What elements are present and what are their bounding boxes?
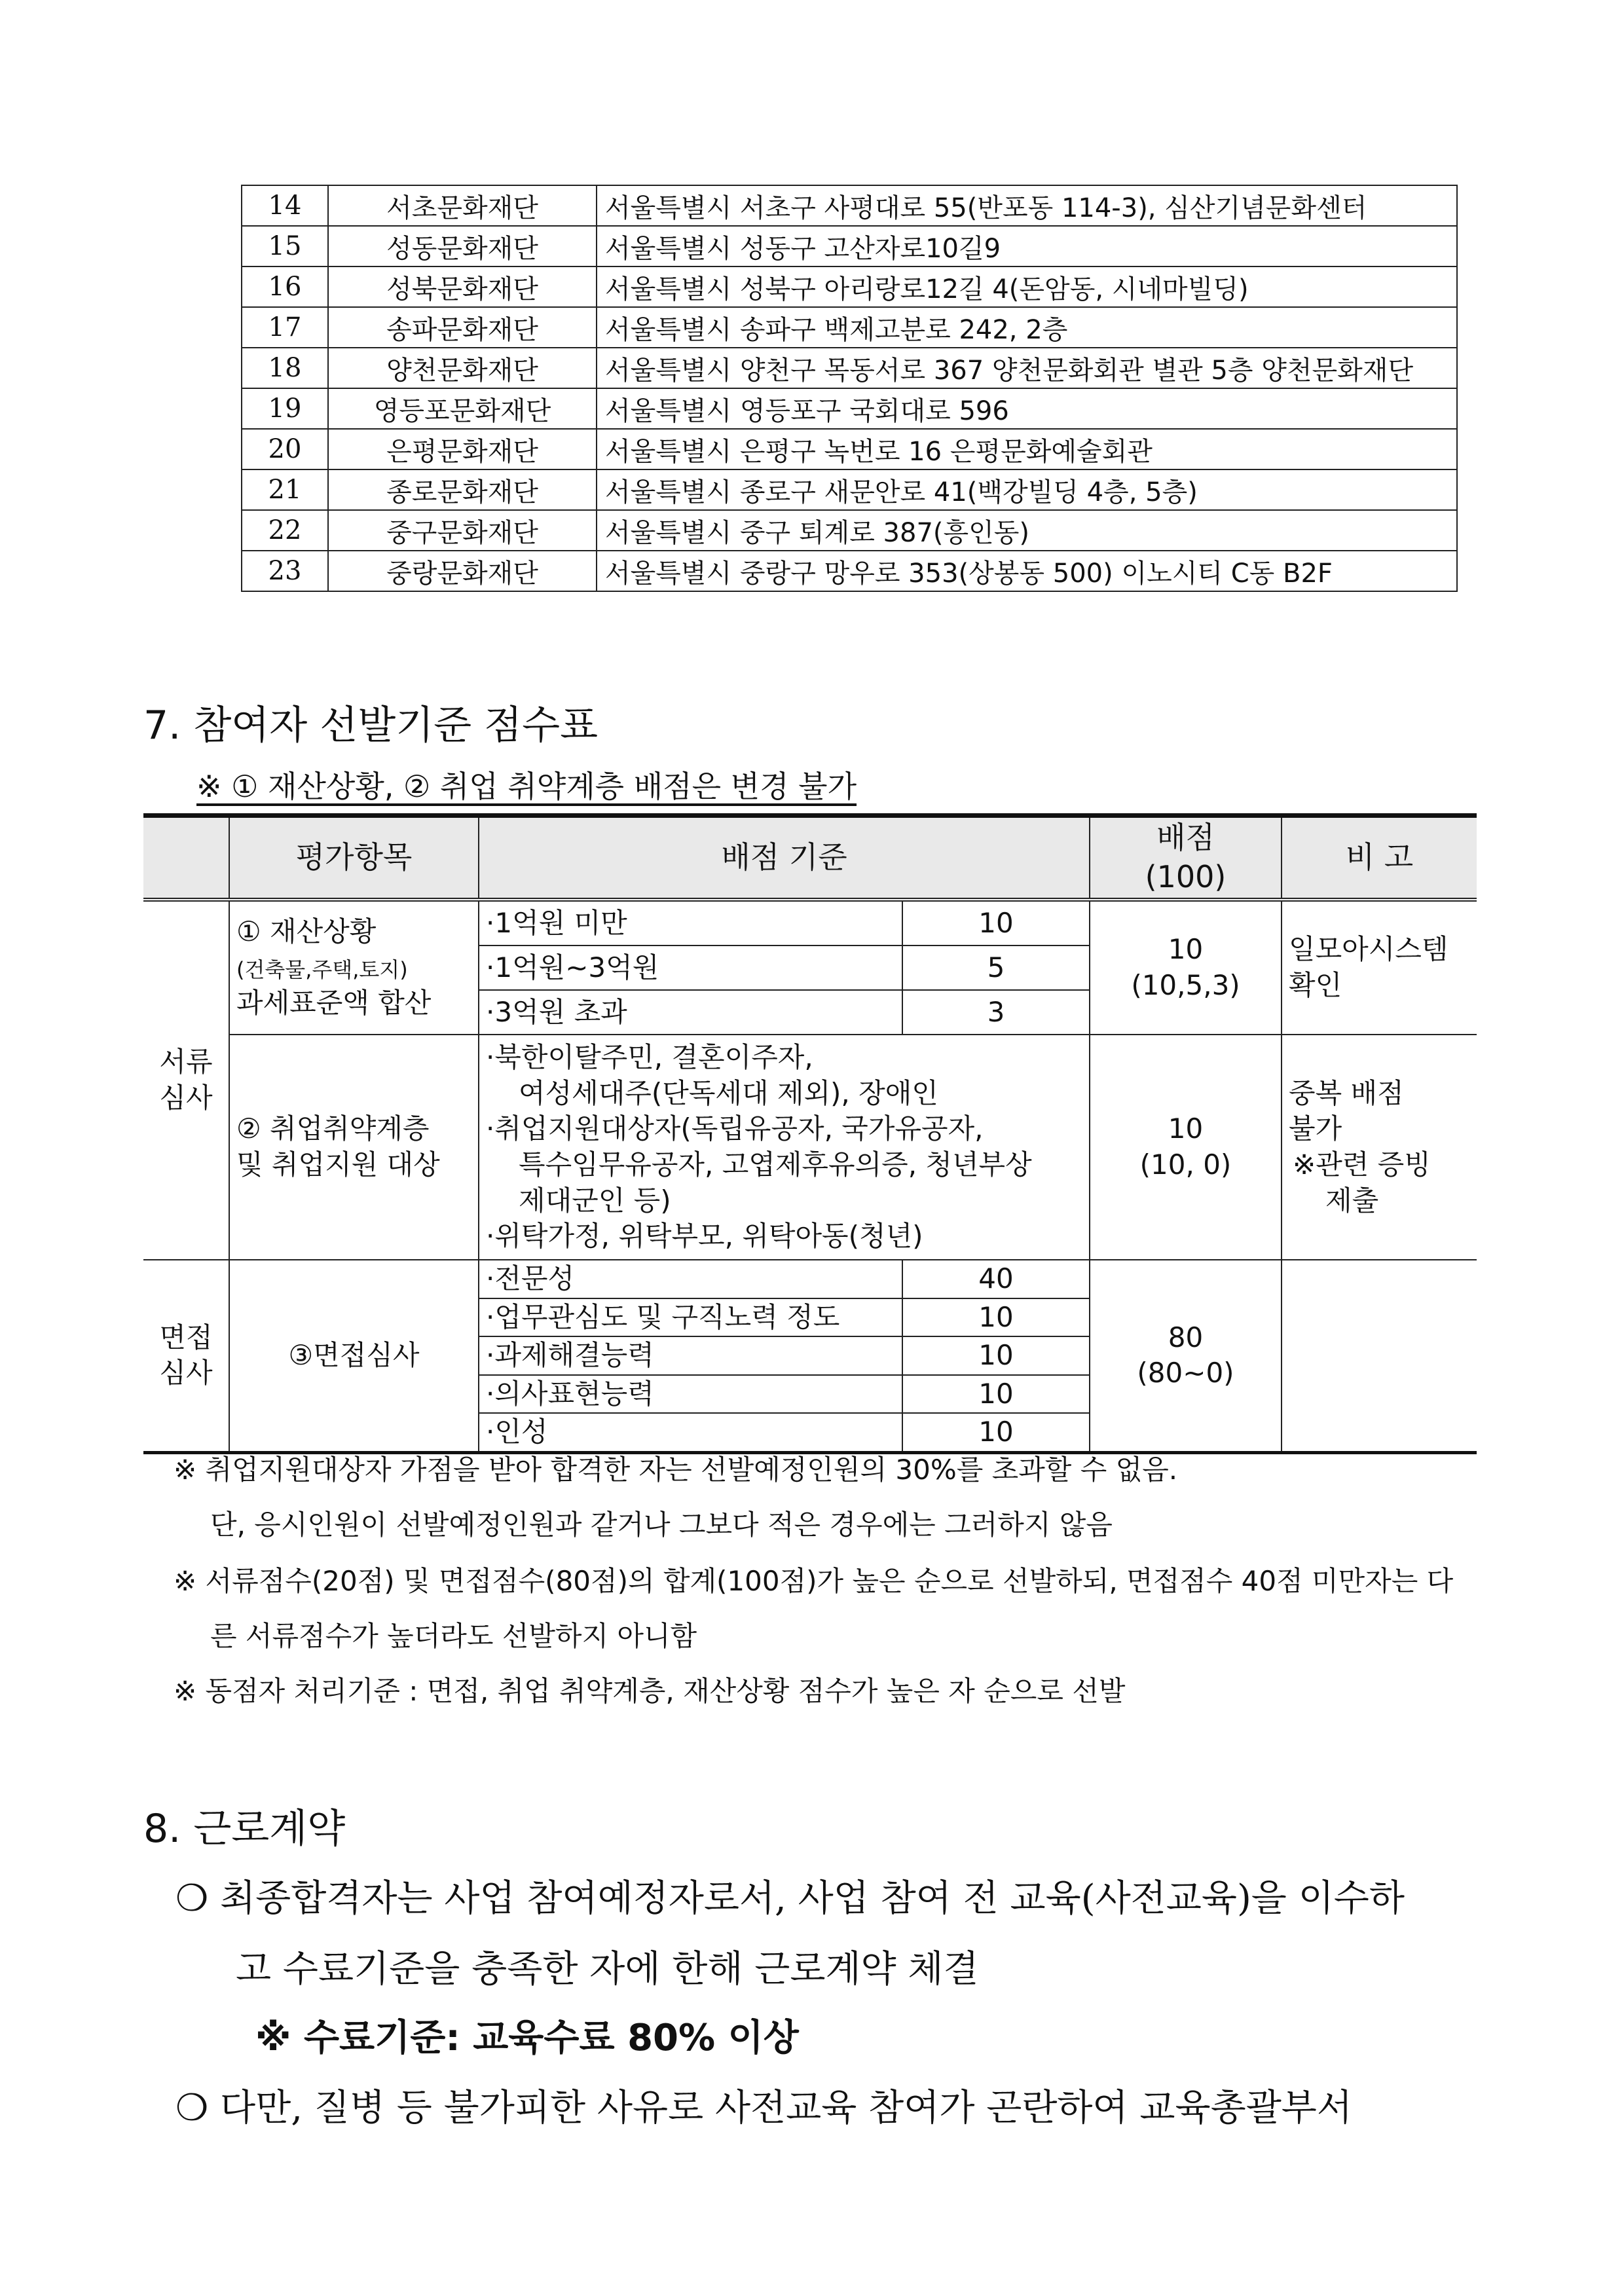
foundation-name: 송파문화재단 (328, 307, 597, 348)
table-row (242, 307, 1457, 348)
foundation-name: 중랑문화재단 (328, 551, 597, 591)
vulnerable-remark: 중복 배점 불가 ※관련 증빙 제출 (1282, 1035, 1477, 1260)
foundation-name: 양천문화재단 (328, 348, 597, 388)
note-line: ※ 취업지원대상자 가점을 받아 합격한 자는 선발예정인원의 30%를 초과할 수 없음. (174, 1454, 1178, 1486)
foundation-name: 중구문화재단 (328, 510, 597, 551)
interview-item: ③면접심사 (229, 1260, 479, 1452)
table-row (242, 226, 1457, 266)
table-row (242, 551, 1457, 591)
table-row (242, 510, 1457, 551)
row-number: 18 (242, 348, 328, 388)
vulnerable-total: 10 (10, 0) (1090, 1035, 1282, 1260)
foundation-address-table (241, 185, 1458, 592)
section-8-title: 8. 근로계약 (143, 1806, 346, 1852)
doc-review-label: 서류 심사 (143, 900, 229, 1260)
header-score: 배점 (100) (1090, 816, 1282, 900)
foundation-name: 은평문화재단 (328, 429, 597, 469)
interview-remark (1282, 1260, 1477, 1452)
row-number: 22 (242, 510, 328, 551)
criteria-score: 10 (902, 1413, 1090, 1452)
criteria-text: ·의사표현능력 (479, 1375, 902, 1414)
vulnerable-item: ② 취업취약계층 및 취업지원 대상 (229, 1035, 479, 1260)
foundation-address: 서울특별시 서초구 사평대로 55(반포동 114-3), 심산기념문화센터 (597, 185, 1457, 226)
section-7-note: ※ ① 재산상황, ② 취업 취약계층 배점은 변경 불가 (196, 769, 857, 804)
foundation-address: 서울특별시 영등포구 국회대로 596 (597, 388, 1457, 429)
bullet-line: 고 수료기준을 충족한 자에 한해 근로계약 체결 (236, 1948, 979, 1991)
table-row (242, 185, 1457, 226)
row-number: 19 (242, 388, 328, 429)
foundation-address: 서울특별시 양천구 목동서로 367 양천문화회관 별관 5층 양천문화재단 (597, 348, 1457, 388)
table-row (242, 266, 1457, 307)
completion-criteria: ※ 수료기준: 교육수료 80% 이상 (255, 2017, 799, 2059)
table-row (242, 429, 1457, 469)
note-line: ※ 서류점수(20점) 및 면접점수(80점)의 합계(100점)가 높은 순으로 선발하되, 면접점수 40점 미만자는 다 (174, 1565, 1454, 1597)
note-line: 단, 응시인원이 선발예정인원과 같거나 그보다 적은 경우에는 그러하지 않음 (210, 1509, 1113, 1541)
note-line: ※ 동점자 처리기준 : 면접, 취업 취약계층, 재산상황 점수가 높은 자 순으로 선발 (174, 1675, 1126, 1707)
foundation-name: 종로문화재단 (328, 469, 597, 510)
foundation-name: 영등포문화재단 (328, 388, 597, 429)
property-remark: 일모아시스템 확인 (1282, 900, 1477, 1035)
foundation-name: 성동문화재단 (328, 226, 597, 266)
selection-score-table (143, 813, 1477, 1454)
foundation-address: 서울특별시 성동구 고산자로10길9 (597, 226, 1457, 266)
foundation-address: 서울특별시 중랑구 망우로 353(상봉동 500) 이노시티 C동 B2F (597, 551, 1457, 591)
criteria-text: ·1억원 미만 (479, 900, 902, 946)
criteria-score: 10 (902, 1375, 1090, 1414)
interview-total: 80 (80~0) (1090, 1260, 1282, 1452)
criteria-score: 10 (902, 900, 1090, 946)
row-number: 20 (242, 429, 328, 469)
row-number: 23 (242, 551, 328, 591)
row-number: 21 (242, 469, 328, 510)
criteria-score: 10 (902, 1298, 1090, 1337)
header-criteria: 배점 기준 (479, 816, 1090, 900)
criteria-score: 10 (902, 1336, 1090, 1375)
header-item: 평가항목 (229, 816, 479, 900)
header-remark: 비 고 (1282, 816, 1477, 900)
bullet-line: ❍ 최종합격자는 사업 참여예정자로서, 사업 참여 전 교육(사전교육)을 이수하 (175, 1877, 1405, 1920)
section-7-title: 7. 참여자 선발기준 점수표 (143, 703, 599, 748)
criteria-text: ·전문성 (479, 1260, 902, 1298)
note-line: 른 서류점수가 높더라도 선발하지 아니함 (210, 1620, 697, 1652)
criteria-score: 40 (902, 1260, 1090, 1298)
criteria-text: ·1억원~3억원 (479, 946, 902, 990)
foundation-address: 서울특별시 성북구 아리랑로12길 4(돈암동, 시네마빌딩) (597, 266, 1457, 307)
criteria-text: ·업무관심도 및 구직노력 정도 (479, 1298, 902, 1337)
criteria-score: 3 (902, 990, 1090, 1035)
row-number: 14 (242, 185, 328, 226)
row-number: 17 (242, 307, 328, 348)
criteria-score: 5 (902, 946, 1090, 990)
table-row (242, 469, 1457, 510)
foundation-address: 서울특별시 중구 퇴계로 387(흥인동) (597, 510, 1457, 551)
table-row (242, 388, 1457, 429)
table-row (242, 348, 1457, 388)
property-item: ① 재산상황 (건축물,주택,토지) 과세표준액 합산 (229, 900, 479, 1035)
property-total: 10 (10,5,3) (1090, 900, 1282, 1035)
vulnerable-criteria: ·북한이탈주민, 결혼이주자, 여성세대주(단독세대 제외), 장애인 ·취업지원대상자(독립유공자, 국가유공자, 특수임무유공자, 고엽제후유의증, 청년부상 제대군인 등) ·위탁가정, 위탁부모, 위탁아동(청년) (479, 1035, 1090, 1260)
foundation-address: 서울특별시 종로구 새문안로 41(백강빌딩 4층, 5층) (597, 469, 1457, 510)
foundation-name: 서초문화재단 (328, 185, 597, 226)
criteria-text: ·과제해결능력 (479, 1336, 902, 1375)
foundation-address: 서울특별시 은평구 녹번로 16 은평문화예술회관 (597, 429, 1457, 469)
interview-label: 면접 심사 (143, 1260, 229, 1452)
foundation-name: 성북문화재단 (328, 266, 597, 307)
header-blank (143, 816, 229, 900)
row-number: 15 (242, 226, 328, 266)
criteria-text: ·3억원 초과 (479, 990, 902, 1035)
criteria-text: ·인성 (479, 1413, 902, 1452)
header-row (143, 816, 1477, 900)
foundation-address: 서울특별시 송파구 백제고분로 242, 2층 (597, 307, 1457, 348)
row-number: 16 (242, 266, 328, 307)
bullet-line: ❍ 다만, 질병 등 불가피한 사유로 사전교육 참여가 곤란하여 교육총괄부서 (175, 2087, 1352, 2129)
